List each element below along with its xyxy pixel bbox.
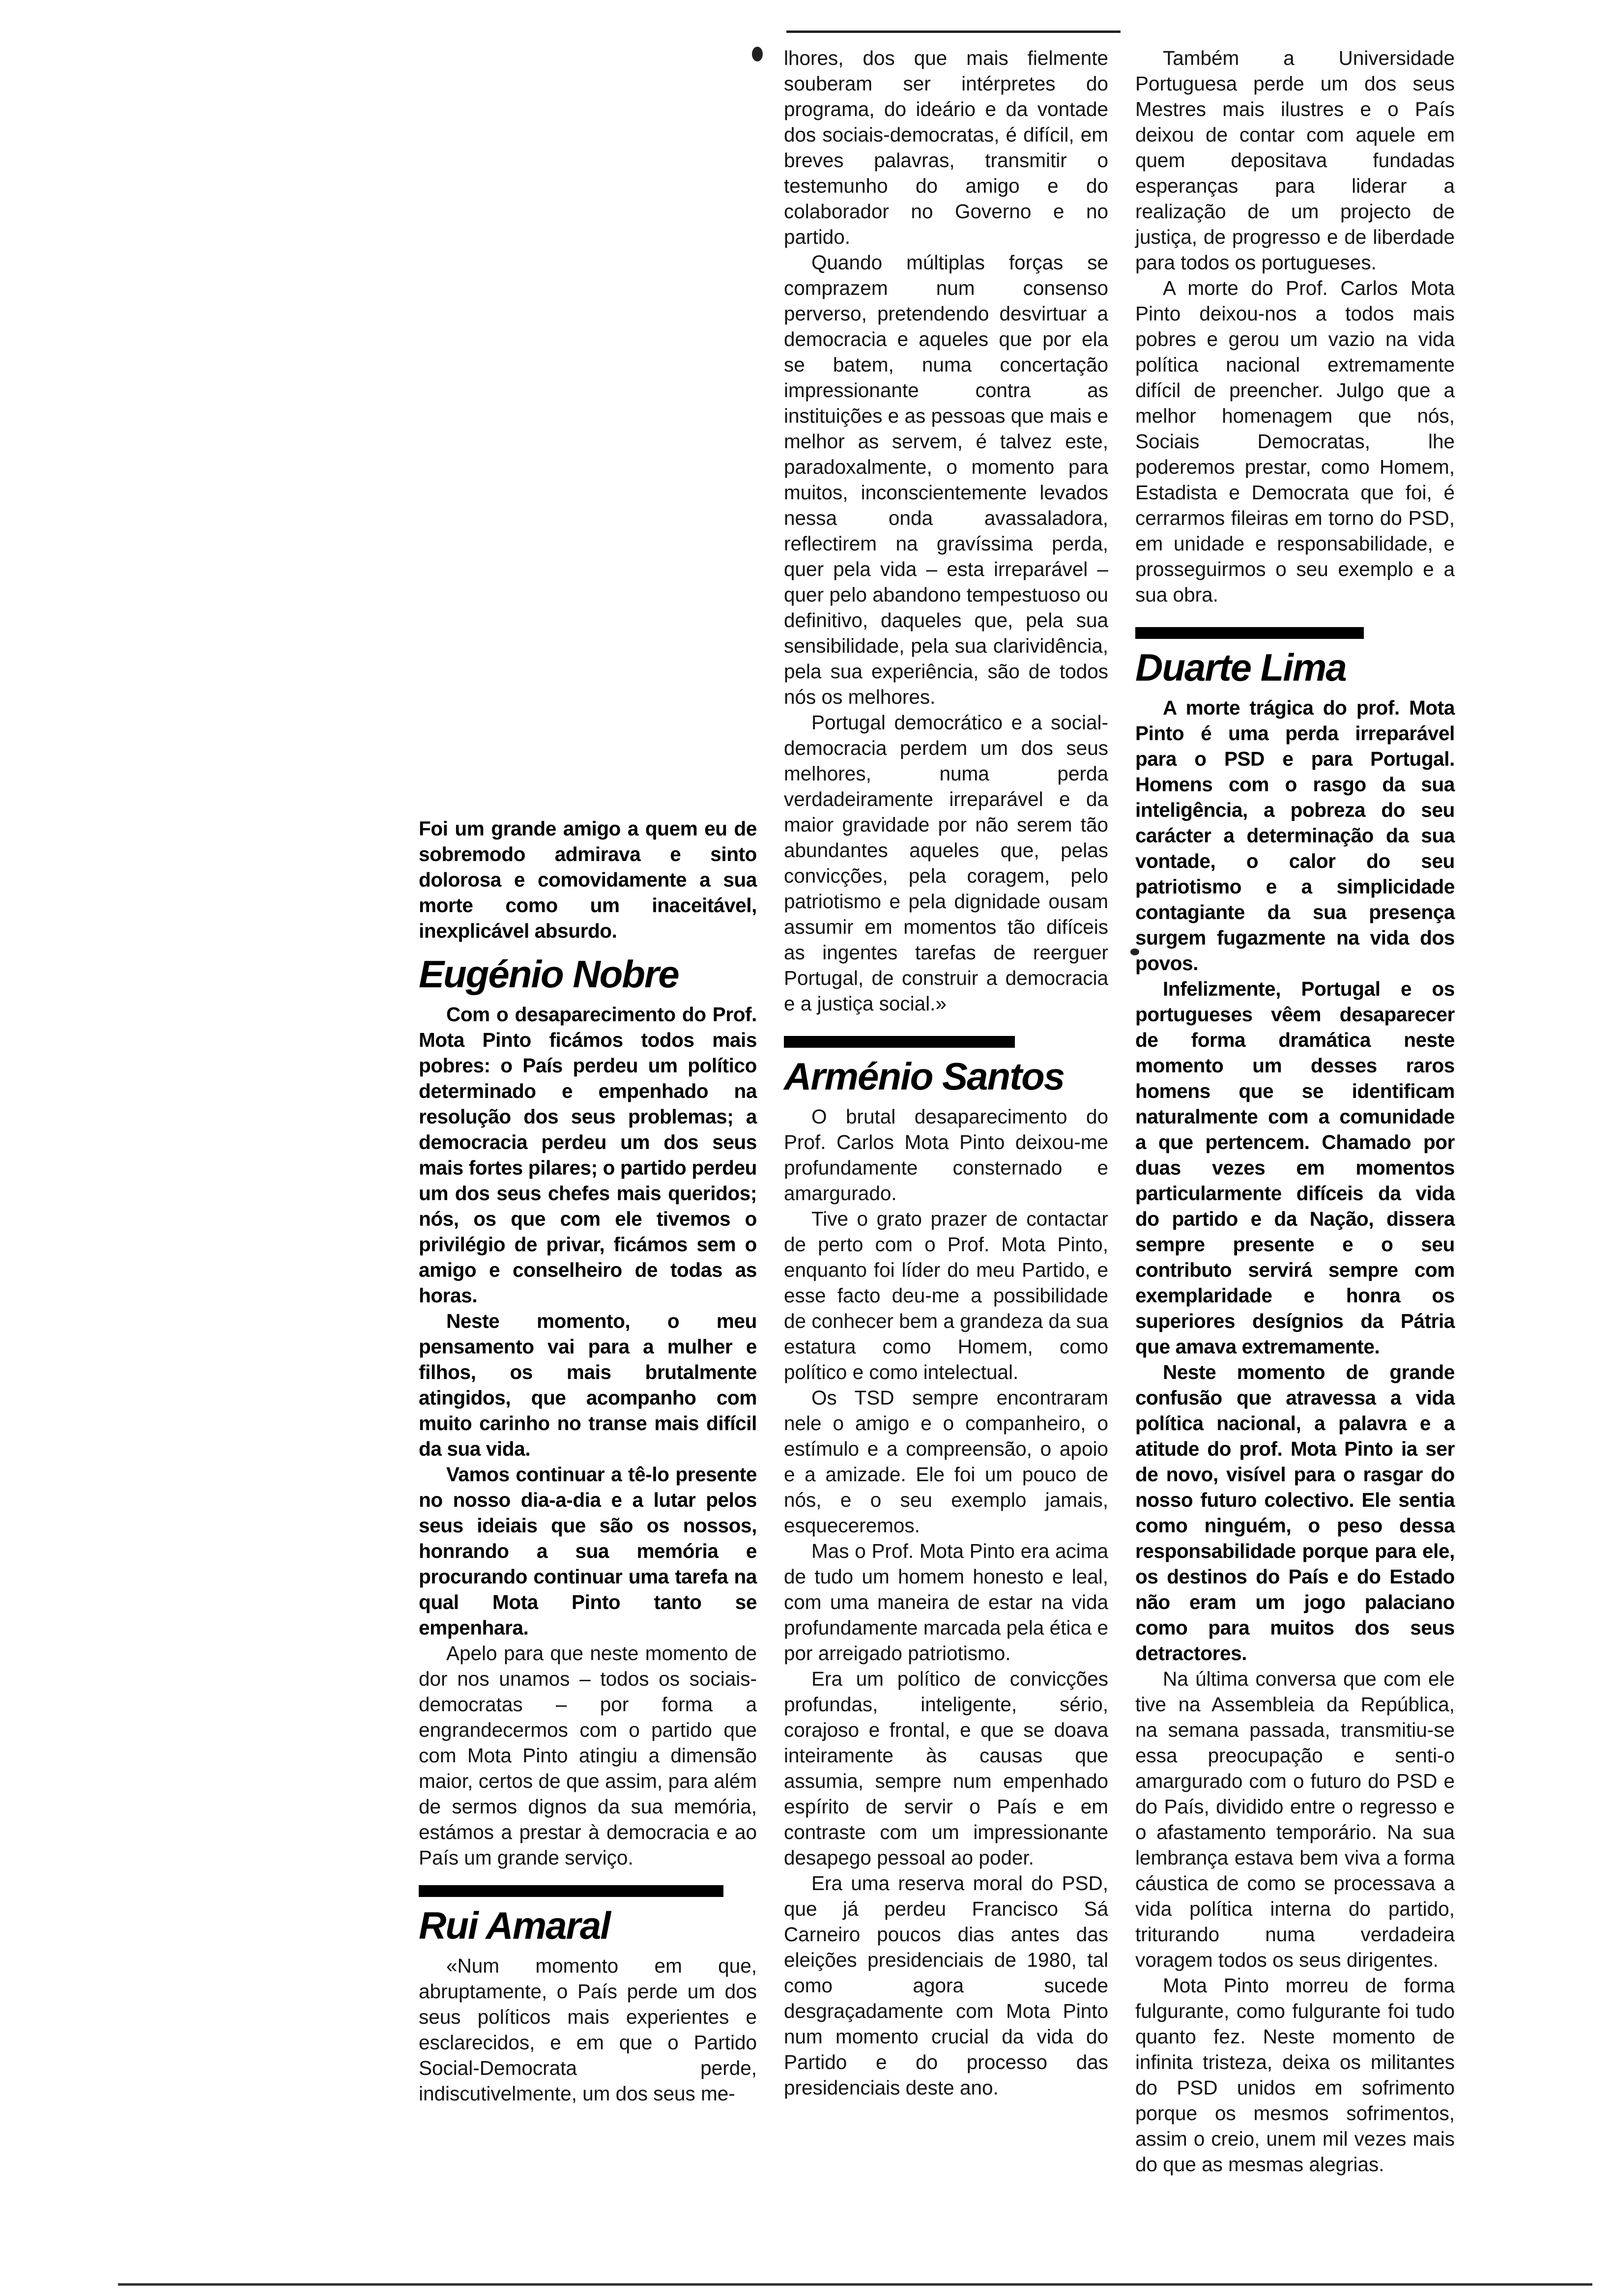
col2-paragraph: Mas o Prof. Mota Pinto era acima de tudo um homem honesto e leal, com uma maneira de estar na vida profundamente marcada pela ética e por arreigado patriotismo. <box>784 1540 1108 1665</box>
col2-top-paragraph: Quando múltiplas forças se comprazem num consenso perverso, pretendendo desvirtuar a democracia e aqueles que por ela se batem, numa concertação impressionante contra as instituições e as pessoas que mais e melhor as servem, é talvez este, paradoxalmente, o momento para muitos, inconscientemente levados nessa onda avassaladora, reflectirem na gravíssima perda, quer pela vida – esta irreparável – quer pelo abandono tempestuoso ou definitivo, daqueles que, pela sua sensibilidade, pela sua clarividência, pela sua experiência, são de todos nós os melhores. <box>784 251 1108 708</box>
col1-paragraph: Apelo para que neste momento de dor nos unamos – todos os sociais-democratas – por forma a engrandecermos com o partido que com Mota Pinto atingiu a dimensão maior, certos de que assim, para além de sermos dignos da sua memória, estámos a prestar à democracia e ao País um grande serviço. <box>419 1642 757 1869</box>
col3-top-paragraph: Também a Universidade Portuguesa perde um dos seus Mestres mais ilustres e o País deixou de contar com aquele em quem depositava fundadas esperanças para liderar a realização de um projecto de justiça, de progresso e de liberdade para todos os portugueses. <box>1135 47 1455 274</box>
scan-speck <box>752 47 763 61</box>
top-rule <box>786 30 1121 33</box>
col2-paragraph: O brutal desaparecimento do Prof. Carlos Mota Pinto deixou-me profundamente consternado e amargurado. <box>784 1105 1108 1205</box>
col3-paragraph: Mota Pinto morreu de forma fulgurante, como fulgurante foi tudo quanto fez. Neste momento de infinita tristeza, deixa os militantes do PSD unidos em sofrimento porque os mesmos sofrimentos, assim o creio, unem mil vezes mais do que as mesmas alegrias. <box>1135 1974 1455 2176</box>
col3-top-paragraph: A morte do Prof. Carlos Mota Pinto deixou-nos a todos mais pobres e gerou um vazio na vida política nacional extremamente difícil de preencher. Julgo que a melhor homenagem que nós, Sociais Democratas, lhe poderemos prestar, como Homem, Estadista e Democrata que foi, é cerrarmos fileiras em torno do PSD, em unidade e responsabilidade, e prosseguirmos o seu exemplo e a sua obra. <box>1135 277 1455 606</box>
col2-paragraph: Os TSD sempre encontraram nele o amigo e o companheiro, o estímulo e a compreensão, o apoio e a amizade. Ele foi um pouco de nós, e o seu exemplo jamais, esqueceremos. <box>784 1386 1108 1537</box>
column-1 <box>419 816 757 2106</box>
col2-top-paragraph: Portugal democrático e a social-democracia perdem um dos seus melhores, numa perda verdadeiramente irreparável e da maior gravidade por não serem tão abundantes aqueles que, pelas convicções, pela coragem, pelo patriotismo e pela dignidade ousam assumir em momentos tão difíceis as ingentes tarefas de reerguer Portugal, de construir a democracia e a justiça social.» <box>784 711 1108 1015</box>
bottom-rule <box>118 2283 1592 2286</box>
col2-paragraph: Tive o grato prazer de contactar de perto com o Prof. Mota Pinto, enquanto foi líder do meu Partido, e esse facto deu-me a possibilidade de conhecer bem a grandeza da sua estatura como Homem, como político e como intelectual. <box>784 1207 1108 1383</box>
col3-paragraph: Na última conversa que com ele tive na Assembleia da República, na semana passada, transmitiu-se essa preocupação e senti-o amargurado com o futuro do PSD e do País, dividido entre o regresso e o afastamento temporário. Na sua lembrança estava bem viva a forma cáustica de como se processava a vida política interna do partido, triturando numa verdadeira voragem todos os seus dirigentes. <box>1135 1667 1455 1971</box>
col2-paragraph: Era uma reserva moral do PSD, que já perdeu Francisco Sá Carneiro poucos dias antes das eleições presidenciais de 1980, tal como agora sucede desgraçadamente com Mota Pinto num momento crucial da vida do Partido e do processo das presidenciais deste ano. <box>784 1872 1108 2099</box>
col3-paragraph: Neste momento de grande confusão que atravessa a vida política nacional, a palavra e a atitude do prof. Mota Pinto ia ser de novo, visível para o rasgar do nosso futuro colectivo. Ele sentia como ninguém, o peso dessa responsabilidade porque para ele, os destinos do País e do Estado não eram um jogo palaciano como para muitos dos seus detractores. <box>1135 1361 1455 1665</box>
author-heading-armenio-santos: Arménio Santos <box>784 1055 1065 1098</box>
section-bar <box>784 1036 1015 1048</box>
author-heading-duarte-lima: Duarte Lima <box>1135 646 1346 689</box>
col1-paragraph: «Num momento em que, abruptamente, o País perde um dos seus políticos mais experientes e esclarecidos, e em que o Partido Social-Democrata perde, indiscutivelmente, um dos seus me- <box>419 1954 757 2105</box>
column-3 <box>1135 45 1455 2177</box>
column-2 <box>784 45 1108 2100</box>
col1-top-paragraph: Foi um grande amigo a quem eu de sobremodo admirava e sinto dolorosa e comovidamente a sua morte como um inaceitável, inexplicável absurdo. <box>419 817 757 942</box>
author-heading-eugenio-nobre: Eugénio Nobre <box>419 952 679 996</box>
col3-paragraph: A morte trágica do prof. Mota Pinto é uma perda irreparável para o PSD e para Portugal. Homens com o rasgo da sua inteligência, a pobreza do seu carácter a determinação da sua vontade, o calor do seu patriotismo e a simplicidade contagiante da sua presença surgem fugazmente na vida dos povos. <box>1135 696 1455 975</box>
col1-paragraph: Com o desaparecimento do Prof. Mota Pinto ficámos todos mais pobres: o País perdeu um político determinado e empenhado na resolução dos seus problemas; a democracia perdeu um dos seus mais fortes pilares; o partido perdeu um dos seus chefes mais queridos; nós, os que com ele tivemos o privilégio de privar, ficámos sem o amigo e conselheiro de todas as horas. <box>419 1003 757 1307</box>
section-bar <box>419 1885 723 1897</box>
col2-paragraph: Era um político de convicções profundas, inteligente, sério, corajoso e frontal, e que se doava inteiramente às causas que assumia, sempre num empenhado espírito de servir o País e em contraste com um impressionante desapego pessoal ao poder. <box>784 1667 1108 1869</box>
col1-paragraph: Vamos continuar a tê-lo presente no nosso dia-a-dia e a lutar pelos seus ideiais que são os nossos, honrando a sua memória e procurando continuar uma tarefa na qual Mota Pinto tanto se empenhara. <box>419 1463 757 1639</box>
col1-paragraph: Neste momento, o meu pensamento vai para a mulher e filhos, os mais brutalmente atingidos, que acompanho com muito carinho no transe mais difícil da sua vida. <box>419 1310 757 1460</box>
section-bar <box>1135 627 1364 639</box>
col2-top-paragraph: lhores, dos que mais fielmente souberam ser intérpretes do programa, do ideário e da vontade dos sociais-democratas, é difícil, em breves palavras, transmitir o testemunho do amigo e do colaborador no Governo e no partido. <box>784 47 1108 248</box>
author-heading-rui-amaral: Rui Amaral <box>419 1904 610 1947</box>
col3-paragraph: Infelizmente, Portugal e os portugueses vêem desaparecer de forma dramática neste momento um desses raros homens que se identificam naturalmente com a comunidade a que pertencem. Chamado por duas vezes em momentos particularmente difíceis da vida do partido e da Nação, dissera sempre presente e o seu contributo servirá sempre com exemplaridade e honra os superiores desígnios da Pátria que amava extremamente. <box>1135 977 1455 1358</box>
